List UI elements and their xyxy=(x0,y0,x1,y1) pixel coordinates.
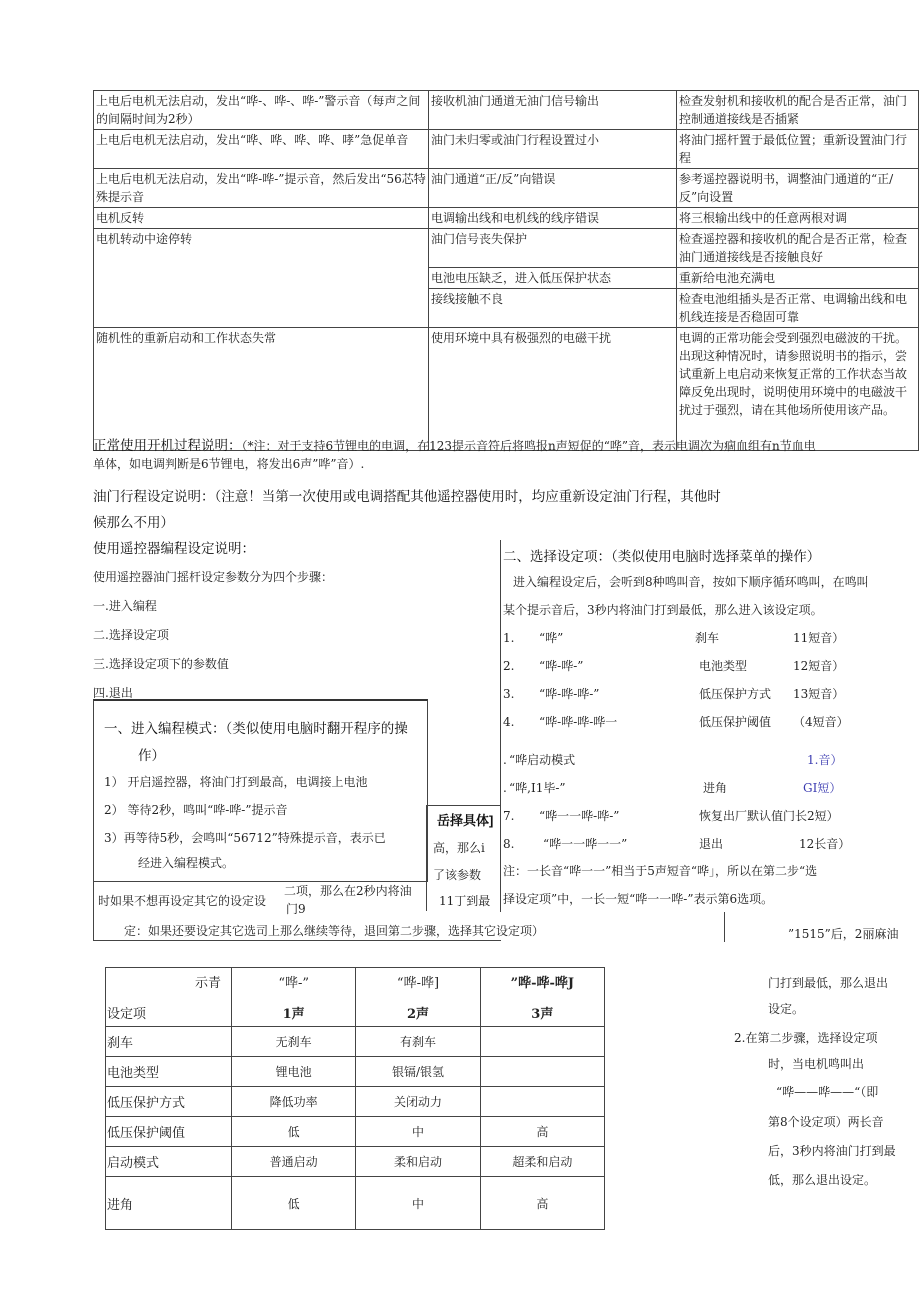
cause-cell: 油门信号丧失保护 xyxy=(429,229,677,268)
list-item-count: 13短音） xyxy=(793,687,845,701)
table-row xyxy=(106,1027,605,1057)
list-item-num: 7. xyxy=(503,809,515,823)
header-label-cell xyxy=(106,968,232,1027)
list-item-tone: “哗一一哗一一” xyxy=(543,837,628,851)
table-row xyxy=(106,968,605,1027)
cause-cell: 接收机油门通道无油门信号输出 xyxy=(429,91,677,130)
column-divider xyxy=(500,540,501,912)
remote-step-4: 四.退出 xyxy=(93,686,133,698)
normal-power-line1: （*注：对于支持6节锂电的电调，在123提示音符后将鸣报n声短促的“哗”音，表示电调次为痼血组有n节血电 xyxy=(241,439,816,453)
list-item-name: 刹车 xyxy=(695,631,720,645)
exit-note-7: 后，3秒内将油门打到最 xyxy=(768,1144,896,1158)
table-cell: 有刹车 xyxy=(356,1027,480,1057)
list-item-count: 1.音） xyxy=(807,753,843,767)
throttle-note-line1: 油门行程设定说明：（注意！当第一次使用或电调搭配其他遥控器使用时，均应重新设定油门行程，其他时 xyxy=(93,489,721,504)
cause-cell: 电池电压缺乏，进入低压保护状态 xyxy=(429,268,677,289)
list-item-count: 12长音） xyxy=(799,837,851,851)
list-item-count: （4短音） xyxy=(793,715,849,729)
table-cell: 普通启动 xyxy=(232,1147,356,1177)
table-cell: 锂电池 xyxy=(232,1057,356,1087)
select-note-2: 择设定项”中，一长一短“哗一一哗-”表示第6选项。 xyxy=(503,892,774,906)
continue-note-main: 定：如果还要设定其它选司上那么继续等待，退回第二步骤，选择其它设定项） xyxy=(124,924,545,938)
table-row xyxy=(94,328,919,451)
exit-note-5: “哗——哗——“（即 xyxy=(776,1085,879,1099)
cause-cell: 油门通道“正/反”向错误 xyxy=(429,169,677,208)
troubleshooting-table xyxy=(93,90,919,451)
enter-mode-item-2: 2） 等待2秒，鸣叫“哗-哗-”提示音 xyxy=(104,803,288,817)
header-tone: “哗-哗] xyxy=(396,976,440,991)
row-label: 电池类型 xyxy=(106,1057,232,1087)
table-cell: 中 xyxy=(356,1117,480,1147)
remote-intro: 使用遥控器油门摇杆设定参数分为四个步骤： xyxy=(93,570,334,584)
row-label: 刹车 xyxy=(106,1027,232,1057)
table-cell: 银镉/银氢 xyxy=(356,1057,480,1087)
remote-step-2: 二.选择设定项 xyxy=(93,628,169,642)
list-item-tone: “哗,I1毕-” xyxy=(509,781,566,795)
cause-cell: 接线接触不良 xyxy=(429,289,677,328)
list-item-tone: “哗-哗-哗-” xyxy=(539,687,600,701)
list-item-num: 3. xyxy=(503,687,515,701)
table-row xyxy=(106,1177,605,1230)
list-item-tone: “哗-哗-” xyxy=(539,659,584,673)
exit-note-4: 时，当电机鸣叫出 xyxy=(768,1057,865,1071)
header-row-label: 设定项 xyxy=(107,1006,147,1021)
exit-note-3: 2.在第二步骤，选择设定项 xyxy=(734,1031,878,1045)
enter-mode-heading: 一、进入编程模式：（类似使用电脑时翻开程序的操 xyxy=(104,721,408,736)
symptom-cell: 上电后电机无法启动，发出“哗-哗-”提示音，然后发出“56芯特殊提示音 xyxy=(94,169,429,208)
list-item-tone: “哗一一哗-哗-” xyxy=(539,809,620,823)
normal-power-note xyxy=(93,437,919,473)
fix-cell: 重新给电池充满电 xyxy=(677,268,919,289)
list-item-count: 11短音） xyxy=(793,631,845,645)
list-item-num: 2. xyxy=(503,659,515,673)
select-note-1: 注：一长音“哗一一”相当于5声短音“哗」，所以在第二步“选 xyxy=(503,864,818,878)
header-cell xyxy=(480,968,604,1027)
table-cell: 超柔和启动 xyxy=(480,1147,604,1177)
table-cell: 低 xyxy=(232,1117,356,1147)
table-row xyxy=(94,130,919,169)
fix-cell: 检查遥控器和接收机的配合是否正常，检查油门通道接线是否接触良好 xyxy=(677,229,919,268)
cause-cell: 油门未归零或油门行程设置过小 xyxy=(429,130,677,169)
list-item-name: 退出 xyxy=(699,837,724,851)
fix-cell: 将油门摇杆置于最低位置；重新设置油门行程 xyxy=(677,130,919,169)
fragment-line-1: 高，那么i xyxy=(433,841,485,855)
table-row xyxy=(106,1147,605,1177)
list-item-tone: “哗-哗-哗-哗一 xyxy=(539,715,618,729)
symptom-cell: 上电后电机无法启动，发出“哗-、哗-、哗-”警示音（每声之间的间隔时间为2秒） xyxy=(94,91,429,130)
table-row xyxy=(106,1117,605,1147)
fix-cell: 参考遥控器说明书，调整油门通道的“正/反”向设置 xyxy=(677,169,919,208)
table-row xyxy=(94,229,919,268)
symptom-cell: 上电后电机无法启动，发出“哗、哗、哗、哗、哮”急促单音 xyxy=(94,130,429,169)
continue-note-a: 时如果不想再设定其它的设定设 xyxy=(98,894,267,908)
symptom-cell: 电机转动中途停转 xyxy=(94,229,429,328)
table-cell: 降低功率 xyxy=(232,1087,356,1117)
fix-cell: 检查电池组插头是否正常、电调输出线和电机线连接是否稳固可靠 xyxy=(677,289,919,328)
row-label: 低压保护阈值 xyxy=(106,1117,232,1147)
header-cell xyxy=(232,968,356,1027)
list-item-tone: “哗启动模式 xyxy=(509,753,576,767)
header-tone: “哗-” xyxy=(278,976,309,991)
list-item-count: GI短） xyxy=(803,781,842,795)
table-row xyxy=(106,1057,605,1087)
list-item-count: 12短音） xyxy=(793,659,845,673)
continue-note-c: 门9 xyxy=(286,902,306,916)
continue-note-box xyxy=(93,880,545,941)
exit-note-8: 低，那么退出设定。 xyxy=(768,1173,877,1187)
list-item-name: 恢复出厂默认值门长2短） xyxy=(699,809,839,823)
table-cell: 无刹车 xyxy=(232,1027,356,1057)
fragment-line-2: 了该参数 xyxy=(433,868,482,882)
select-intro-2: 某个提示音后，3秒内将油门打到最低，那么进入该设定项。 xyxy=(503,603,823,617)
table-row xyxy=(94,169,919,208)
remote-step-1: 一.进入编程 xyxy=(93,599,157,613)
header-count: 2声 xyxy=(406,1007,430,1022)
table-cell: 关闭动力 xyxy=(356,1087,480,1117)
list-item-name: 进角 xyxy=(703,781,728,795)
list-item-num: 1. xyxy=(503,631,515,645)
divider xyxy=(724,912,725,942)
fix-cell: 检查发射机和接收机的配合是否正常，油门控制通道接线是否插紧 xyxy=(677,91,919,130)
enter-mode-heading-cont: 作） xyxy=(138,748,165,763)
symptom-cell: 电机反转 xyxy=(94,208,429,229)
continue-note-b: 二项，那么在2秒内将油 xyxy=(284,884,412,898)
symptom-cell: 随机性的重新启动和工作状态失常 xyxy=(94,328,429,451)
table-cell: 柔和启动 xyxy=(356,1147,480,1177)
throttle-note-line2: 候那么不用） xyxy=(93,515,174,530)
table-cell: 高 xyxy=(480,1117,604,1147)
remote-heading: 使用遥控器编程设定说明： xyxy=(93,541,255,556)
normal-power-heading: 正常使用开机过程说明： xyxy=(93,438,242,453)
row-label: 进角 xyxy=(106,1177,232,1230)
normal-power-line2: 单体，如电调判断是6节锂电，将发出6声”哗”音）. xyxy=(93,457,365,471)
list-item-num: 8. xyxy=(503,837,515,851)
table-cell: 低 xyxy=(232,1177,356,1230)
table-cell xyxy=(480,1057,604,1087)
list-item-tone: “哗” xyxy=(539,631,564,645)
header-tone: ”哗-哗-哗J xyxy=(510,976,575,991)
enter-mode-item-1: 1） 开启遥控器，将油门打到最高，电调接上电池 xyxy=(104,775,368,789)
table-cell xyxy=(480,1087,604,1117)
list-item-name: 低压保护阈值 xyxy=(699,715,772,729)
parameter-table xyxy=(105,967,605,1230)
cause-cell: 使用环境中具有极强烈的电磁干扰 xyxy=(429,328,677,451)
list-item-num: . xyxy=(503,781,507,795)
header-tone-label: 示青 xyxy=(194,975,221,990)
header-cell xyxy=(356,968,480,1027)
fragment-title: 岳择具体] xyxy=(437,813,494,828)
exit-note-2: 设定。 xyxy=(768,1002,805,1016)
header-count: 3声 xyxy=(531,1007,554,1022)
exit-note-1: 门打到最低，那么退出 xyxy=(768,976,889,990)
list-item-name: 低压保护方式 xyxy=(699,687,772,701)
enter-mode-item-3-cont: 经进入编程模式。 xyxy=(138,856,235,870)
header-count: 1声 xyxy=(282,1007,305,1022)
enter-mode-item-3: 3）再等待5秒，会鸣叫“56712”特殊提示音，表示已 xyxy=(104,831,386,845)
select-heading: 二、选择设定项：（类似使用电脑时选择菜单的操作） xyxy=(503,549,821,564)
table-row xyxy=(94,208,919,229)
table-cell: 中 xyxy=(356,1177,480,1230)
exit-note-6: 第8个设定项）两长音 xyxy=(768,1115,884,1129)
table-cell: 高 xyxy=(480,1177,604,1230)
list-item-num: . xyxy=(503,753,507,767)
list-item-name: 电池类型 xyxy=(699,659,748,673)
row-label: 启动模式 xyxy=(106,1147,232,1177)
table-cell xyxy=(480,1027,604,1057)
fix-cell: 将三根输出线中的任意两根对调 xyxy=(677,208,919,229)
cause-cell: 电调输出线和电机线的线序错误 xyxy=(429,208,677,229)
fix-cell: 电调的正常功能会受到强烈电磁波的干扰。出现这种情况时，请参照说明书的指示，尝试重新上电启动来恢复正常的工作状态当故障反免出现时，说明使用环境中的电磁波干扰过于强烈，请在其他场所使用该产品。 xyxy=(677,328,919,451)
exit-fragment: ”1515”后，2丽麻油 xyxy=(788,927,899,941)
enter-mode-box xyxy=(93,699,428,882)
table-row xyxy=(106,1087,605,1117)
list-item-num: 4. xyxy=(503,715,515,729)
table-row xyxy=(94,91,919,130)
row-label: 低压保护方式 xyxy=(106,1087,232,1117)
remote-step-3: 三.选择设定项下的参数值 xyxy=(93,657,229,671)
select-intro-1: 进入编程设定后，会听到8种鸣叫音，按如下顺序循环鸣叫，在鸣叫 xyxy=(513,575,869,589)
fragment-line-3: 11丁到最 xyxy=(439,894,491,908)
